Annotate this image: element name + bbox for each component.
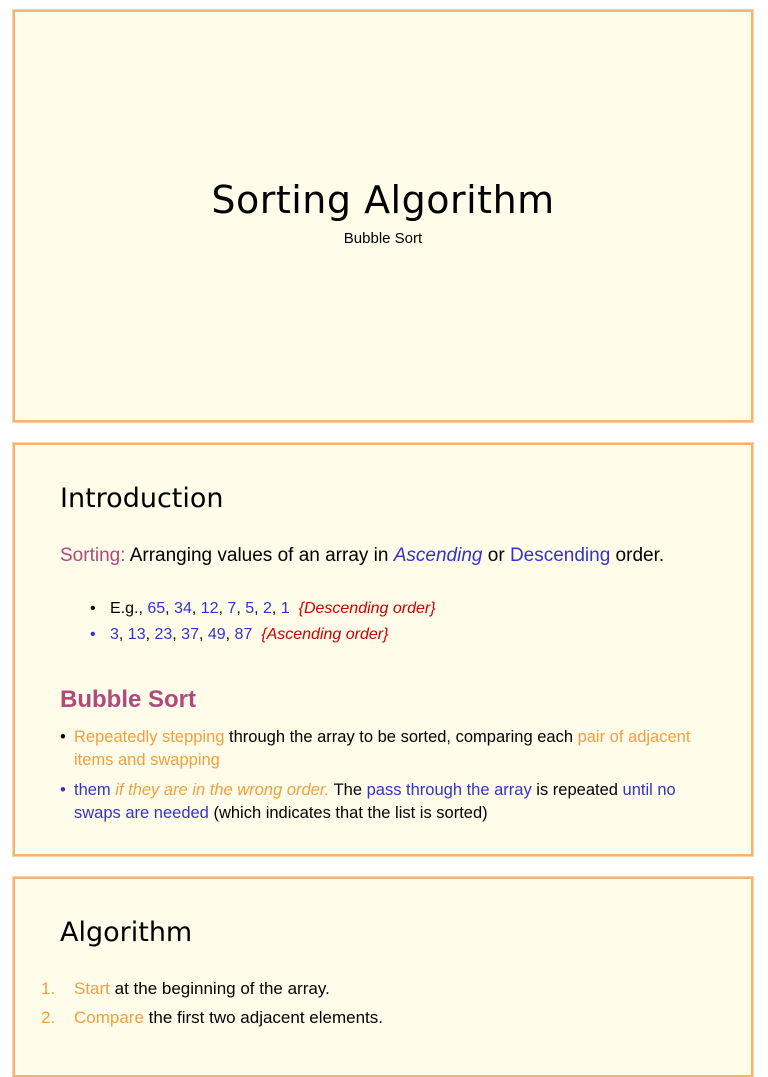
slide-heading-algorithm: Algorithm	[60, 917, 193, 948]
algorithm-step	[41, 1003, 383, 1032]
bullet: •	[60, 728, 66, 746]
bubble-sort-heading: Bubble Sort	[60, 686, 196, 713]
list-text: The	[329, 781, 367, 799]
bullet: •	[90, 600, 96, 617]
step-keyword: Start	[74, 979, 110, 998]
slide-title	[13, 10, 753, 422]
example-note-ascending: {Ascending order}	[261, 626, 389, 643]
example-value: 34	[174, 600, 192, 617]
highlight-no-swaps: until no swaps are needed	[74, 781, 676, 822]
bullet: •	[60, 781, 66, 799]
definition-text-a: Arranging values of an array in	[125, 545, 394, 566]
example-ascending: • 3, 13, 23, 37, 49, 87 {Ascending order}	[90, 626, 389, 643]
slide-heading-introduction: Introduction	[60, 483, 224, 514]
sorting-definition	[60, 542, 714, 569]
slide-algorithm	[13, 877, 753, 1077]
example-value: 87	[234, 626, 253, 643]
step-number: 1.	[41, 979, 56, 998]
example-value: 3	[110, 626, 119, 643]
step-text: at the beginning of the array.	[109, 979, 330, 998]
bullet: •	[90, 626, 96, 643]
example-descending: • E.g., 65, 34, 12, 7, 5, 2, 1 {Descending order}	[90, 600, 436, 617]
example-value: 13	[127, 626, 146, 643]
term-ascending: Ascending	[393, 545, 483, 566]
example-value: 37	[181, 626, 199, 643]
example-value: 23	[154, 626, 173, 643]
list-text: through the array to be sorted, comparing each	[224, 728, 578, 746]
text-them: them	[74, 781, 116, 799]
algorithm-steps	[41, 974, 383, 1032]
slide-introduction	[13, 443, 753, 856]
step-number: 2.	[41, 1008, 56, 1027]
example-value: 12	[200, 600, 219, 617]
bubble-sort-description	[60, 726, 720, 832]
step-text: the first two adjacent elements.	[143, 1008, 383, 1027]
highlight-wrong-order: if they are in the wrong order.	[115, 781, 330, 799]
example-value: 7	[227, 600, 237, 617]
list-text: is repeated	[531, 781, 623, 799]
example-value: 49	[207, 626, 226, 643]
highlight-repeatedly-stepping: Repeatedly stepping	[74, 728, 225, 746]
presentation-title: Sorting Algorithm	[211, 178, 555, 222]
term-descending: Descending	[509, 545, 611, 566]
example-prefix: E.g.,	[110, 600, 148, 617]
list-text: (which indicates that the list is sorted)	[208, 804, 488, 822]
example-value: 2	[263, 600, 272, 617]
definition-text-c: order.	[610, 545, 665, 566]
algorithm-step	[41, 974, 383, 1003]
highlight-pass-through: pass through the array	[366, 781, 532, 799]
example-value: 5	[245, 600, 255, 617]
list-item	[60, 779, 720, 825]
example-value: 1	[280, 600, 290, 617]
presentation-subtitle: Bubble Sort	[343, 230, 423, 247]
term-sorting: Sorting:	[60, 545, 126, 566]
step-keyword: Compare	[74, 1008, 144, 1027]
definition-text-b: or	[482, 545, 510, 566]
example-value: 65	[147, 600, 166, 617]
list-item	[60, 726, 720, 772]
example-note-descending: {Descending order}	[298, 600, 436, 617]
highlight-pair-swapping: pair of adjacent items and swapping	[74, 728, 691, 769]
